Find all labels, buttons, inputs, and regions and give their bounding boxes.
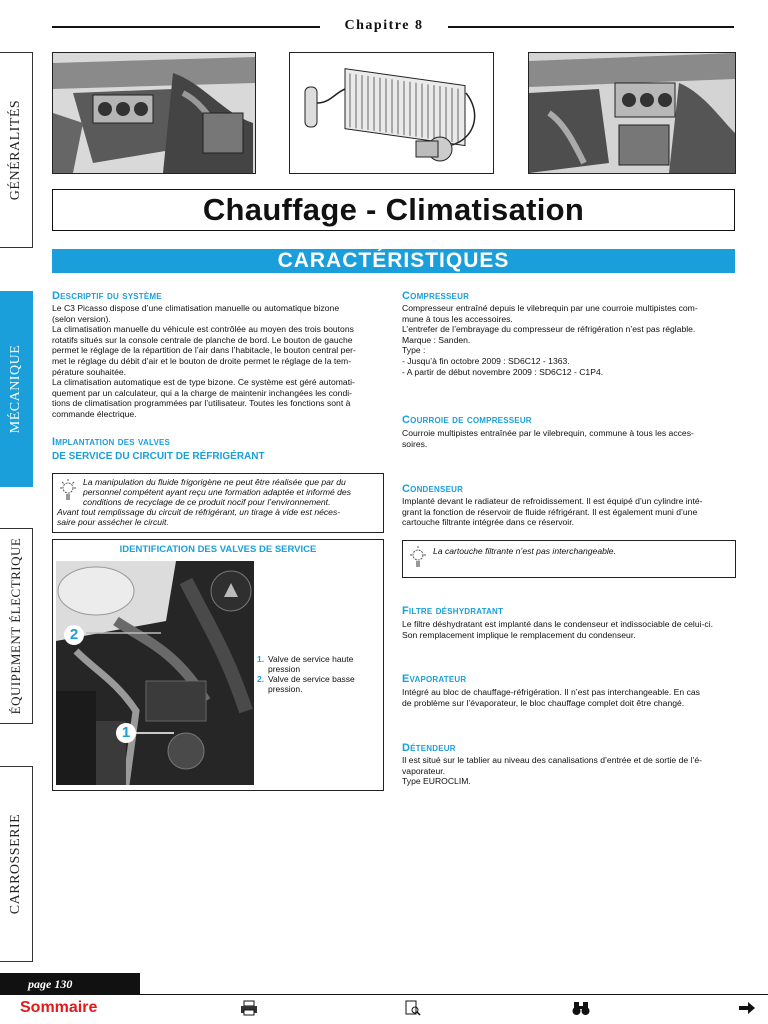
text-line: La climatisation automatique est de type bizone. Ce système est géré automati- [52,377,355,388]
heading-compresseur: Compresseur [402,290,470,302]
text-condenseur [402,496,736,528]
side-tab-equipement-electrique[interactable] [0,528,33,724]
warning-text-5: saire pour assécher le circuit. [57,517,169,527]
warning-text-2: personnel compétent ayant reçu une formation adaptée et informé des [83,487,352,497]
text-line: Courroie multipistes entraînée par le vilebrequin, commune à tous les acces- [402,428,694,438]
side-tab-carrosserie[interactable] [0,766,33,962]
text-line: Il est situé sur le tablier au niveau des canalisations d’entrée et de sortie de l’é- [402,755,702,765]
text-line: pérature souhaitée. [52,366,127,377]
document-search-icon[interactable] [404,1000,422,1016]
side-tab-label: MÉCANIQUE [8,344,23,434]
photo-dashboard-left [52,52,256,174]
page-title-box [52,189,735,231]
side-tab-label: GÉNÉRALITÉS [8,99,23,201]
text-filtre [402,619,736,640]
warning-text-3: conditions de recyclage de ce produit nocif pour l’environnement. [83,497,331,507]
text-line: met le réglage du débit d’air et le bouton de droite permet le réglage de la tem- [52,355,352,366]
warning-text-4: Avant tout remplissage du circuit de réfrigérant, un tirage à vide est néces- [57,507,341,517]
text-line: mune à tous les accessoires. [402,313,513,324]
side-tab-mecanique[interactable] [0,291,33,487]
section-band: CARACTÉRISTIQUES [52,249,735,273]
text-line: Type EUROCLIM. [402,776,471,787]
text-line: commande électrique. [52,408,137,419]
text-line: soires. [402,438,428,449]
text-courroie [402,428,736,449]
service-valves-figure [52,539,384,791]
text-line: (selon version). [52,313,111,324]
heading-implantation: Implantation des valves [52,436,171,448]
heading-courroie: Courroie de compresseur [402,414,532,426]
figure-title: IDENTIFICATION DES VALVES DE SERVICE [119,544,317,555]
text-line: Implanté devant le radiateur de refroidissement. Il est équipé d’un cylindre inté- [402,496,703,506]
text-detendeur [402,755,736,787]
lightbulb-icon [409,545,427,571]
text-line: cartouche filtrante intégrée dans ce réservoir. [402,517,574,528]
legend-num: 1. [257,654,265,664]
heading-detendeur: Détendeur [402,742,456,754]
text-line: L’entrefer de l’embrayage du compresseur de réfrigération n’est pas réglable. [402,324,696,335]
text-line: Compresseur entraîné depuis le vilebrequin par une courroie multipistes com- [402,303,698,313]
engine-illustration [56,561,254,785]
chapter-label: Chapitre 8 [344,18,424,33]
header-rule-right [448,26,734,28]
sommaire-link[interactable]: Sommaire [20,999,98,1016]
text-line: vaporateur. [402,765,445,776]
side-tab-label: CARROSSERIE [8,813,23,915]
heading-evaporateur: Evaporateur [402,673,467,685]
text-line: grant la fonction de réservoir de fluide réfrigérant. Il est également muni d’une [402,506,698,517]
side-tab-generalites[interactable] [0,52,33,248]
text-line: Le filtre déshydratant est implanté dans le condenseur et indissociable de celui-ci. [402,619,713,629]
text-descriptif [52,303,384,420]
cartouche-note-text: La cartouche filtrante n’est pas interchangeable. [433,546,616,556]
text-line: tions de climatisation programmées par l’utilisateur. Toutes les fonctions sont à [52,398,351,409]
lightbulb-icon [59,478,77,504]
footer-rule [140,994,768,995]
text-line: quement par un calculateur, qui a la charge de maintenir inchangées les condi- [52,387,353,398]
text-line: rotatifs situés sur la console centrale de planche de bord. Le bouton de gauche [52,334,353,345]
text-line: - A partir de début novembre 2009 : SD6C12 - C1P4. [402,366,604,377]
heading-implantation-line2: DE SERVICE DU CIRCUIT DE RÉFRIGÉRANT [52,451,265,462]
print-icon[interactable] [240,1000,258,1016]
condenser-illustration [290,53,493,173]
text-evaporateur [402,687,736,708]
warning-note [52,473,384,533]
warning-text-1: La manipulation du fluide frigorigène ne peut être réalisée que par du [83,477,346,487]
page-number-bar [0,973,140,995]
figure-legend [257,654,381,694]
legend-num: 2. [257,674,265,684]
text-line: Type : [402,345,426,356]
header-rule-left [52,26,320,28]
dashboard-illustration-right [529,53,735,173]
heading-condenseur: Condenseur [402,483,464,495]
text-line: permet le réglage de la répartition de l’air dans l’habitacle, le bouton central per- [52,345,356,356]
engine-photo [56,561,254,785]
callout-1: 1 [121,724,131,741]
heading-descriptif: Descriptif du système [52,290,162,302]
page-title: Chauffage - Climatisation [202,192,585,227]
text-line: La climatisation manuelle du véhicule est contrôlée au moyen des trois boutons [52,324,354,335]
heading-filtre: Filtre déshydratant [402,605,504,617]
cartouche-note [402,540,736,578]
text-line: de problème sur l’évaporateur, le bloc chauffage complet doit être changé. [402,697,685,708]
callout-2: 2 [69,626,79,643]
text-line: - Jusqu’à fin octobre 2009 : SD6C12 - 1363. [402,355,570,366]
legend-item [257,674,381,694]
page-number: page 130 [28,977,73,991]
text-line: Intégré au bloc de chauffage-réfrigération. Il n’est pas interchangeable. En cas [402,687,700,697]
legend-text: Valve de service haute pression [268,654,354,674]
dashboard-illustration-left [53,53,255,173]
next-arrow-icon[interactable] [738,1000,756,1016]
text-line: Le C3 Picasso dispose d’une climatisation manuelle ou automatique bizone [52,303,340,313]
binoculars-icon[interactable] [572,1000,590,1016]
photo-dashboard-right [528,52,736,174]
side-tab-label: ÉQUIPEMENT ÉLECTRIQUE [8,537,23,715]
photo-condenser [289,52,494,174]
text-line: Son remplacement implique le remplacement du condenseur. [402,629,636,640]
text-compresseur [402,303,736,377]
legend-item [257,654,381,674]
text-line: Marque : Sanden. [402,334,471,345]
legend-text: Valve de service basse pression. [268,674,355,694]
